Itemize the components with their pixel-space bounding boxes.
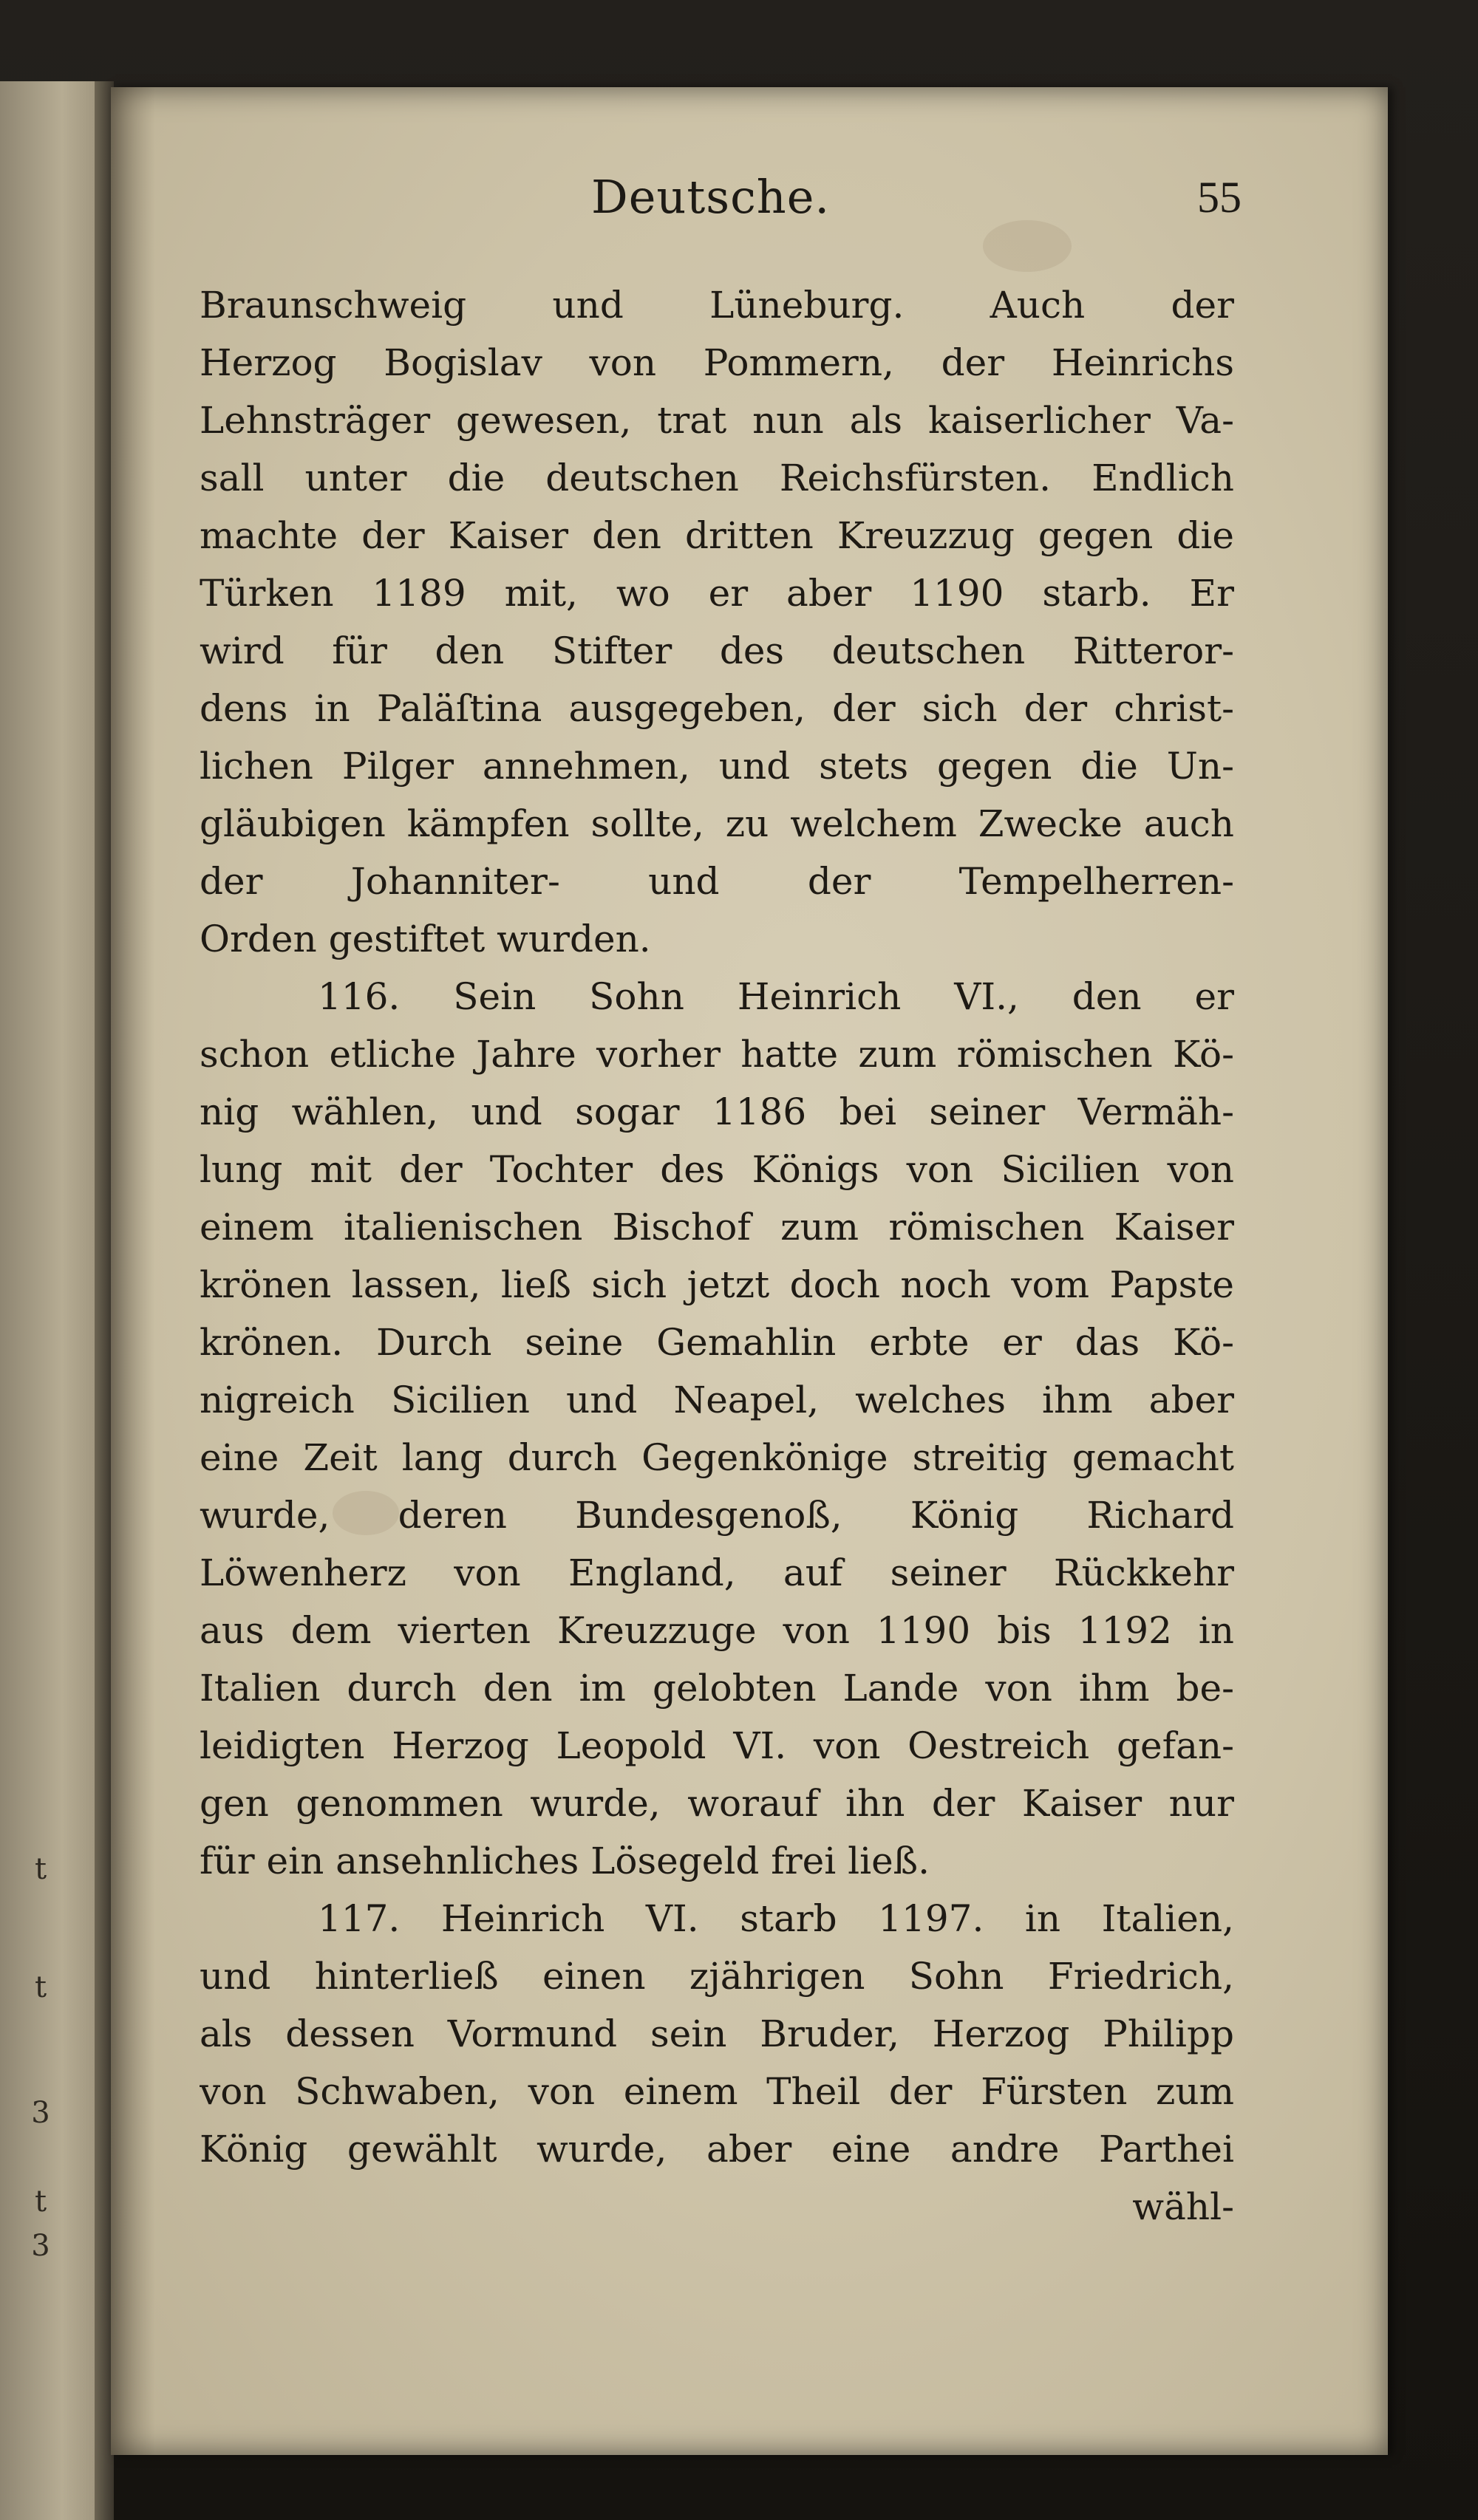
running-head bbox=[111, 164, 1242, 231]
paragraph-start-116: 116. Sein Sohn Heinrich VI., den er bbox=[318, 975, 1234, 1018]
text-line: lung mit der Tochter des Königs von Sicilien von bbox=[200, 1148, 1234, 1191]
text-line: sall unter die deutschen Reichsfürsten. Endlich bbox=[200, 457, 1234, 499]
text-line: gen genommen wurde, worauf ihn der Kaiser nur bbox=[200, 1782, 1234, 1825]
catchword: wähl- bbox=[1132, 2185, 1234, 2228]
text-line: wird für den Stifter des deutschen Ritteror- bbox=[200, 629, 1234, 672]
adjacent-page-letter: 3 bbox=[31, 2229, 50, 2263]
text-line: dens in Paläſtina ausgegeben, der sich der christ- bbox=[200, 687, 1234, 730]
text-line: Löwenherz von England, auf seiner Rückkehr bbox=[200, 1551, 1234, 1594]
text-line: Lehnsträger gewesen, trat nun als kaiserlicher Va- bbox=[200, 399, 1234, 442]
page-number: 55 bbox=[1197, 173, 1242, 222]
text-line: wurde, deren Bundesgenoß, König Richard bbox=[200, 1494, 1234, 1537]
text-line: machte der Kaiser den dritten Kreuzzug gegen die bbox=[200, 514, 1234, 557]
text-line: der Johanniter- und der Tempelherren- bbox=[200, 860, 1234, 903]
adjacent-page-letter: 3 bbox=[31, 2096, 50, 2130]
text-line: Türken 1189 mit, wo er aber 1190 starb. Er bbox=[200, 572, 1234, 615]
text-line: lichen Pilger annehmen, und stets gegen die Un- bbox=[200, 745, 1234, 788]
text-line: Herzog Bogislav von Pommern, der Heinrichs bbox=[200, 341, 1234, 384]
adjacent-page-letter: t bbox=[34, 1852, 47, 1886]
text-line: Italien durch den im gelobten Lande von ihm be- bbox=[200, 1667, 1234, 1710]
text-line: und hinterließ einen zjährigen Sohn Friedrich, bbox=[200, 1955, 1234, 1998]
text-line: für ein ansehnliches Lösegeld frei ließ. bbox=[200, 1840, 930, 1882]
text-line: aus dem vierten Kreuzzuge von 1190 bis 1192 in bbox=[200, 1609, 1234, 1652]
text-line: eine Zeit lang durch Gegenkönige streitig gemacht bbox=[200, 1436, 1234, 1479]
text-line: von Schwaben, von einem Theil der Fürsten zum bbox=[200, 2070, 1234, 2113]
text-line: schon etliche Jahre vorher hatte zum römischen Kö- bbox=[200, 1033, 1234, 1076]
text-line: einem italienischen Bischof zum römischen Kaiser bbox=[200, 1206, 1234, 1249]
text-line: nig wählen, und sogar 1186 bei seiner Vermäh- bbox=[200, 1090, 1234, 1133]
text-line: leidigten Herzog Leopold VI. von Oestreich gefan- bbox=[200, 1724, 1234, 1767]
running-title: Deutsche. bbox=[591, 170, 831, 224]
text-line: krönen. Durch seine Gemahlin erbte er das Kö- bbox=[200, 1321, 1234, 1364]
text-line: Braunschweig und Lüneburg. Auch der bbox=[200, 284, 1234, 327]
text-line: nigreich Sicilien und Neapel, welches ihm aber bbox=[200, 1379, 1234, 1421]
text-line: König gewählt wurde, aber eine andre Parthei bbox=[200, 2128, 1234, 2171]
adjacent-page-letter: t bbox=[34, 1970, 47, 2004]
adjacent-page bbox=[0, 81, 103, 2520]
gutter-shadow bbox=[111, 87, 155, 2455]
adjacent-page-letter: t bbox=[34, 2185, 47, 2219]
text-line: als dessen Vormund sein Bruder, Herzog Philipp bbox=[200, 2012, 1234, 2055]
text-line: Orden gestiftet wurden. bbox=[200, 918, 651, 960]
body-text bbox=[200, 276, 1234, 2236]
text-line: gläubigen kämpfen sollte, zu welchem Zwecke auch bbox=[200, 802, 1234, 845]
paragraph-start-117: 117. Heinrich VI. starb 1197. in Italien, bbox=[318, 1897, 1234, 1940]
text-line: krönen lassen, ließ sich jetzt doch noch vom Papste bbox=[200, 1263, 1234, 1306]
